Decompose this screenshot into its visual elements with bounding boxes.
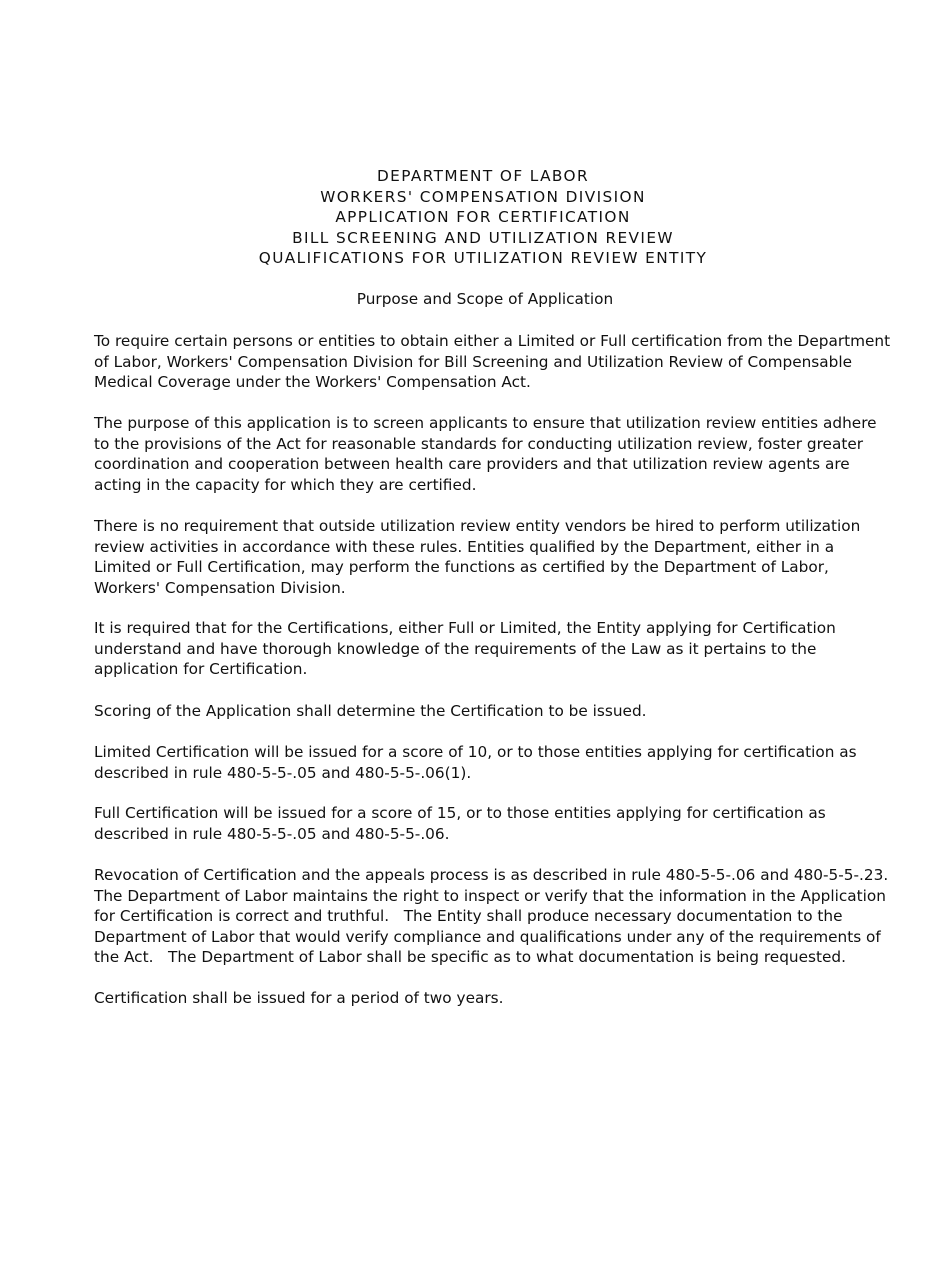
heading-application: APPLICATION FOR CERTIFICATION: [335, 208, 631, 226]
paragraph-limited-certification: Limited Certification will be issued for a score of 10, or to those entities applying for certification as described in rule 480-5-5-.05 and 480-5-5-.06(1).: [94, 743, 862, 782]
document-heading: [0, 166, 950, 269]
paragraph-scope: To require certain persons or entities to obtain either a Limited or Full certification from the Department of Labor, Workers' Compensation Division for Bill Screening and Utilization Review of Compensable Medical Coverage under the Workers' Compensation Act.: [94, 332, 895, 392]
paragraph-full-certification: Full Certification will be issued for a score of 15, or to those entities applying for certification as described in rule 480-5-5-.05 and 480-5-5-.06.: [94, 804, 831, 843]
paragraph-revocation: Revocation of Certification and the appeals process is as described in rule 480-5-5-.06 and 480-5-5-.23. The Department of Labor maintains the right to inspect or verify that the information in the Application for Certification is correct and truthful. The Entity shall produce necessary documentation to the Department of Labor that would verify compliance and qualifications under any of the requirements of the Act. The Department of Labor shall be specific as to what documentation is being requested.: [94, 866, 894, 967]
paragraph-certification-period: Certification shall be issued for a period of two years.: [94, 989, 504, 1007]
section-subtitle: Purpose and Scope of Application: [356, 290, 614, 308]
heading-division: WORKERS' COMPENSATION DIVISION: [320, 187, 646, 206]
paragraph-scoring: Scoring of the Application shall determine the Certification to be issued.: [94, 702, 647, 720]
heading-qualifications: QUALIFICATIONS FOR UTILIZATION REVIEW ENTITY: [258, 249, 708, 267]
paragraph-vendors: There is no requirement that outside utilization review entity vendors be hired to perform utilization review activities in accordance with these rules. Entities qualified by the Department, either in a Limited or Full Certification, may perform the functions as certified by the Department of Labor, Workers' Compensation Division.: [94, 517, 866, 597]
paragraph-knowledge: It is required that for the Certifications, either Full or Limited, the Entity applying for Certification understand and have thorough knowledge of the requirements of the Law as it pertains to the application for Certification.: [94, 619, 841, 679]
paragraph-purpose: The purpose of this application is to screen applicants to ensure that utilization review entities adhere to the provisions of the Act for reasonable standards for conducting utilization review, foster greater coordination and cooperation between health care providers and that utilization review agents are acting in the capacity for which they are certified.: [94, 414, 882, 494]
heading-bill-screening: BILL SCREENING AND UTILIZATION REVIEW: [292, 228, 674, 247]
heading-department: DEPARTMENT OF LABOR: [376, 167, 590, 185]
